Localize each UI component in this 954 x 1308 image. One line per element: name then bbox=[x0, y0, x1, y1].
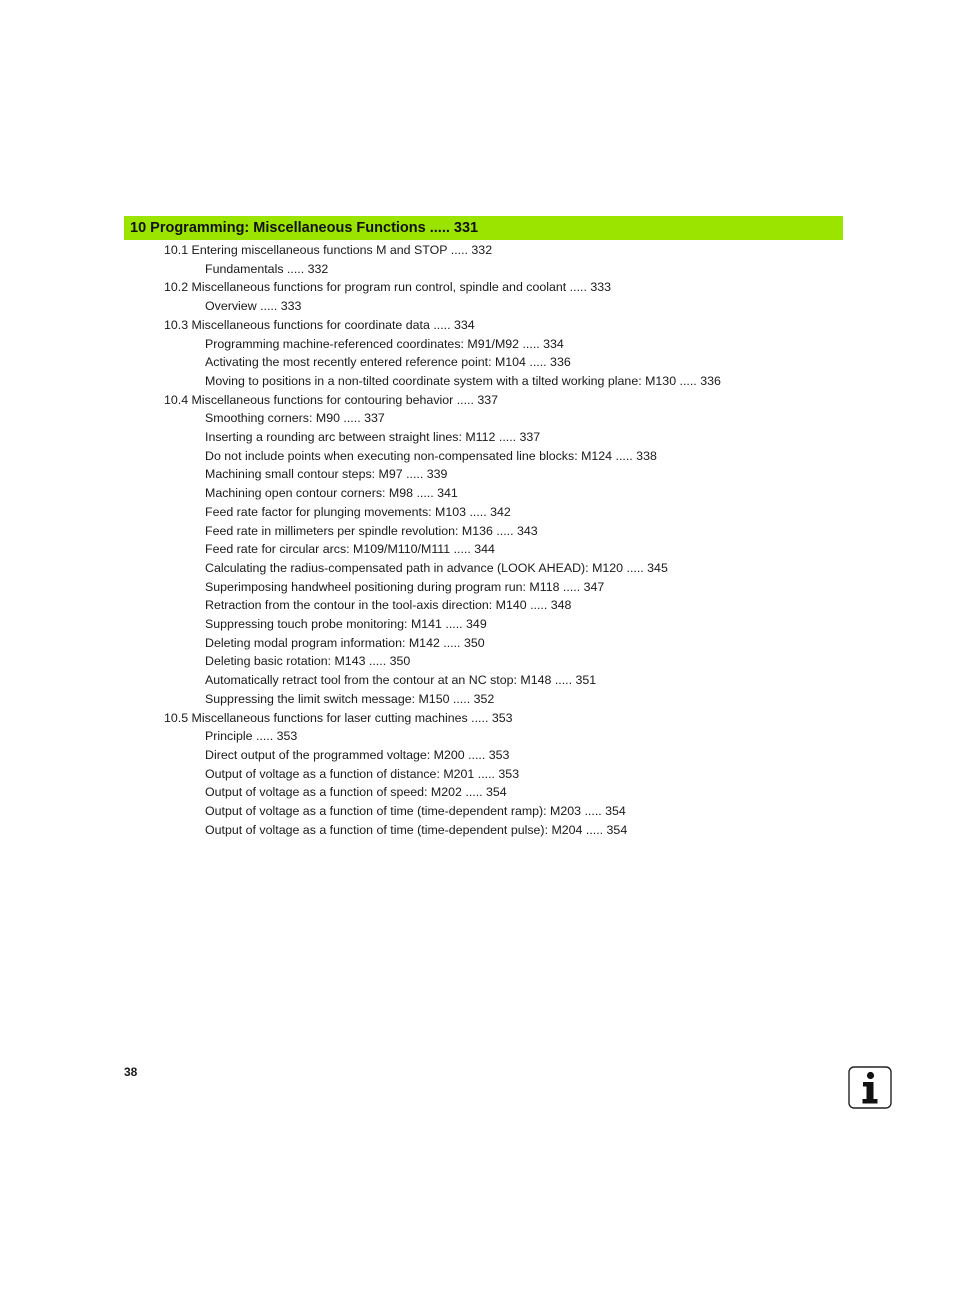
toc-subsection-entry[interactable]: Deleting basic rotation: M143 ..... 350 bbox=[205, 654, 411, 669]
toc-section-entry[interactable]: 10.3 Miscellaneous functions for coordinate data ..... 334 bbox=[164, 317, 475, 332]
page-number: 38 bbox=[124, 1065, 138, 1079]
toc-subsection-entry[interactable]: Machining small contour steps: M97 ..... 339 bbox=[205, 467, 448, 482]
chapter-heading[interactable] bbox=[124, 216, 843, 240]
toc-subsection-entry[interactable]: Deleting modal program information: M142 ..... 350 bbox=[205, 635, 485, 650]
toc-section-entry[interactable]: 10.2 Miscellaneous functions for program run control, spindle and coolant ..... 333 bbox=[164, 280, 612, 295]
toc-subsection-entry[interactable]: Output of voltage as a function of distance: M201 ..... 353 bbox=[205, 766, 520, 781]
toc-subsection-entry[interactable]: Suppressing the limit switch message: M150 ..... 352 bbox=[205, 691, 495, 706]
info-icon bbox=[848, 1066, 892, 1109]
toc-subsection-entry[interactable]: Feed rate for circular arcs: M109/M110/M111 ..... 344 bbox=[205, 542, 495, 557]
toc-subsection-entry[interactable]: Output of voltage as a function of speed: M202 ..... 354 bbox=[205, 785, 507, 800]
toc-subsection-entry[interactable]: Suppressing touch probe monitoring: M141 ..... 349 bbox=[205, 617, 487, 631]
toc-subsection-entry[interactable]: Feed rate factor for plunging movements: M103 ..... 342 bbox=[205, 504, 511, 519]
toc-section-entry[interactable]: 10.4 Miscellaneous functions for contouring behavior ..... 337 bbox=[164, 392, 499, 407]
toc-subsection-entry[interactable]: Principle ..... 353 bbox=[205, 729, 298, 744]
toc-subsection-entry[interactable]: Feed rate in millimeters per spindle revolution: M136 ..... 343 bbox=[205, 523, 538, 538]
toc-subsection-entry[interactable]: Programming machine-referenced coordinates: M91/M92 ..... 334 bbox=[205, 336, 564, 351]
toc-subsection-entry[interactable]: Overview ..... 333 bbox=[205, 299, 302, 314]
toc-subsection-entry[interactable]: Output of voltage as a function of time (time-dependent pulse): M204 ..... 354 bbox=[205, 822, 628, 837]
toc-subsection-entry[interactable]: Automatically retract tool from the contour at an NC stop: M148 ..... 351 bbox=[205, 673, 597, 688]
toc-subsection-entry[interactable]: Retraction from the contour in the tool-axis direction: M140 ..... 348 bbox=[205, 598, 572, 613]
toc-subsection-entry[interactable]: Smoothing corners: M90 ..... 337 bbox=[205, 411, 385, 426]
toc-subsection-entry[interactable]: Superimposing handwheel positioning during program run: M118 ..... 347 bbox=[205, 579, 605, 594]
toc-subsection-entry[interactable]: Inserting a rounding arc between straight lines: M112 ..... 337 bbox=[205, 430, 541, 444]
toc-subsection-entry[interactable]: Fundamentals ..... 332 bbox=[205, 261, 329, 276]
toc-subsection-entry[interactable]: Machining open contour corners: M98 ..... 341 bbox=[205, 486, 458, 501]
toc-subsection-entry[interactable]: Output of voltage as a function of time (time-dependent ramp): M203 ..... 354 bbox=[205, 804, 626, 818]
toc-subsection-entry[interactable]: Moving to positions in a non-tilted coordinate system with a tilted working plane: M130 ..... 336 bbox=[205, 373, 721, 388]
toc-subsection-entry[interactable]: Activating the most recently entered reference point: M104 ..... 336 bbox=[205, 355, 571, 370]
chapter-title: 10 Programming: Miscellaneous Functions ..... 331 bbox=[130, 220, 479, 236]
toc-subsection-entry[interactable]: Calculating the radius-compensated path in advance (LOOK AHEAD): M120 ..... 345 bbox=[205, 560, 668, 575]
toc-section-entry[interactable]: 10.1 Entering miscellaneous functions M and STOP ..... 332 bbox=[164, 243, 493, 257]
toc-subsection-entry[interactable]: Do not include points when executing non-compensated line blocks: M124 ..... 338 bbox=[205, 448, 657, 463]
toc-subsection-entry[interactable]: Direct output of the programmed voltage: M200 ..... 353 bbox=[205, 747, 510, 762]
toc-section-entry[interactable]: 10.5 Miscellaneous functions for laser cutting machines ..... 353 bbox=[164, 710, 513, 725]
